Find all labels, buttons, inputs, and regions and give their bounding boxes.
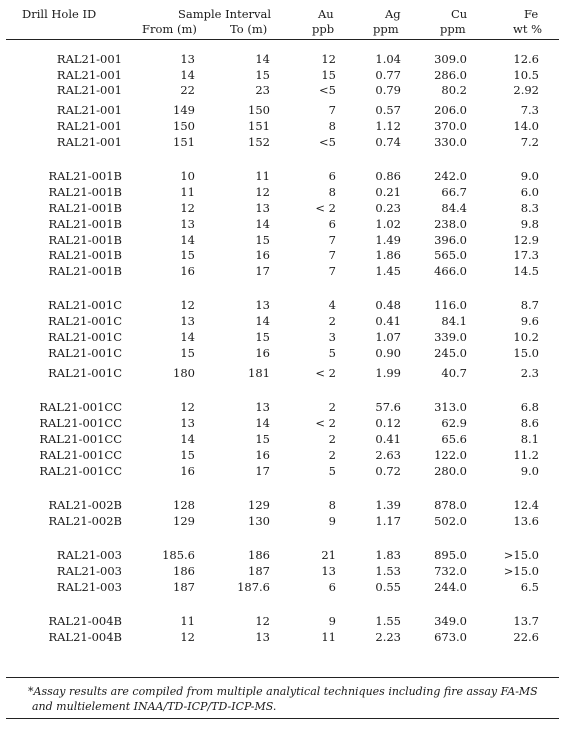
from-cell: 15 bbox=[180, 346, 195, 360]
cu-cell: 206.0 bbox=[434, 103, 467, 117]
to-cell: 187.6 bbox=[237, 580, 270, 594]
cu-cell: 245.0 bbox=[434, 346, 467, 360]
ag-cell: 1.07 bbox=[375, 330, 401, 344]
cu-cell: 339.0 bbox=[434, 330, 467, 344]
au-cell: < 2 bbox=[315, 416, 336, 430]
fe-cell: 7.2 bbox=[520, 135, 539, 149]
to-cell: 16 bbox=[255, 346, 270, 360]
drill-hole-id-cell: RAL21-001CC bbox=[39, 464, 122, 478]
ag-cell: 0.21 bbox=[375, 185, 401, 199]
fe-cell: 22.6 bbox=[513, 630, 539, 644]
from-cell: 12 bbox=[180, 630, 195, 644]
fe-cell: 8.6 bbox=[520, 416, 539, 430]
to-cell: 150 bbox=[248, 103, 270, 117]
ag-cell: 0.41 bbox=[375, 314, 401, 328]
to-cell: 16 bbox=[255, 448, 270, 462]
fe-cell: 12.9 bbox=[513, 233, 539, 247]
drill-hole-id-cell: RAL21-001CC bbox=[39, 448, 122, 462]
table-row bbox=[0, 513, 566, 529]
cu-cell: 80.2 bbox=[441, 83, 467, 97]
from-cell: 16 bbox=[180, 464, 195, 478]
au-cell: < 2 bbox=[315, 366, 336, 380]
fe-cell: 11.2 bbox=[513, 448, 539, 462]
drill-hole-id-cell: RAL21-001C bbox=[48, 314, 122, 328]
cu-cell: 116.0 bbox=[434, 298, 467, 312]
from-cell: 128 bbox=[173, 498, 195, 512]
drill-hole-id-cell: RAL21-001C bbox=[48, 366, 122, 380]
ag-cell: 0.90 bbox=[375, 346, 401, 360]
cu-cell: 349.0 bbox=[434, 614, 467, 628]
header-au-unit: ppb bbox=[312, 22, 335, 36]
to-cell: 14 bbox=[255, 217, 270, 231]
table-row bbox=[0, 232, 566, 248]
au-cell: 2 bbox=[328, 432, 336, 446]
from-cell: 180 bbox=[173, 366, 195, 380]
table-row bbox=[0, 629, 566, 645]
to-cell: 181 bbox=[248, 366, 270, 380]
from-cell: 14 bbox=[180, 432, 195, 446]
fe-cell: 9.0 bbox=[520, 169, 539, 183]
table-row bbox=[0, 563, 566, 579]
ag-cell: 0.79 bbox=[375, 83, 401, 97]
cu-cell: 370.0 bbox=[434, 119, 467, 133]
fe-cell: 8.3 bbox=[520, 201, 539, 215]
from-cell: 15 bbox=[180, 448, 195, 462]
fe-cell: 17.3 bbox=[513, 248, 539, 262]
au-cell: <5 bbox=[319, 135, 336, 149]
drill-hole-id-cell: RAL21-001B bbox=[48, 233, 122, 247]
header-fe-unit: wt % bbox=[513, 22, 543, 36]
fe-cell: 13.6 bbox=[513, 514, 539, 528]
fe-cell: 9.6 bbox=[520, 314, 539, 328]
fe-cell: 7.3 bbox=[520, 103, 539, 117]
to-cell: 15 bbox=[255, 68, 270, 82]
au-cell: 7 bbox=[328, 264, 336, 278]
drill-hole-id-cell: RAL21-001C bbox=[48, 346, 122, 360]
fe-cell: 15.0 bbox=[513, 346, 539, 360]
fe-cell: 6.8 bbox=[520, 400, 539, 414]
ag-cell: 2.23 bbox=[375, 630, 401, 644]
au-cell: 15 bbox=[321, 68, 336, 82]
ag-cell: 2.63 bbox=[375, 448, 401, 462]
au-cell: 5 bbox=[328, 464, 336, 478]
au-cell: 6 bbox=[328, 580, 336, 594]
drill-hole-id-cell: RAL21-001 bbox=[56, 103, 122, 117]
au-cell: 8 bbox=[328, 185, 336, 199]
table-row bbox=[0, 579, 566, 595]
cu-cell: 286.0 bbox=[434, 68, 467, 82]
ag-cell: 1.83 bbox=[375, 548, 401, 562]
table-row bbox=[0, 313, 566, 329]
cu-cell: 502.0 bbox=[434, 514, 467, 528]
to-cell: 14 bbox=[255, 52, 270, 66]
cu-cell: 396.0 bbox=[434, 233, 467, 247]
au-cell: 3 bbox=[328, 330, 336, 344]
fe-cell: 13.7 bbox=[513, 614, 539, 628]
table-row bbox=[0, 547, 566, 563]
footnote bbox=[28, 684, 548, 714]
au-cell: 6 bbox=[328, 217, 336, 231]
au-cell: 7 bbox=[328, 248, 336, 262]
header-to: To (m) bbox=[230, 22, 268, 36]
cu-cell: 330.0 bbox=[434, 135, 467, 149]
to-cell: 152 bbox=[248, 135, 270, 149]
to-cell: 17 bbox=[255, 464, 270, 478]
au-cell: 2 bbox=[328, 314, 336, 328]
au-cell: 4 bbox=[328, 298, 336, 312]
au-cell: 11 bbox=[321, 630, 336, 644]
fe-cell: 2.92 bbox=[513, 83, 539, 97]
from-cell: 22 bbox=[180, 83, 195, 97]
fe-cell: 12.6 bbox=[513, 52, 539, 66]
cu-cell: 313.0 bbox=[434, 400, 467, 414]
cu-cell: 309.0 bbox=[434, 52, 467, 66]
cu-cell: 673.0 bbox=[434, 630, 467, 644]
from-cell: 14 bbox=[180, 68, 195, 82]
drill-hole-id-cell: RAL21-001C bbox=[48, 330, 122, 344]
fe-cell: 8.1 bbox=[520, 432, 539, 446]
au-cell: 7 bbox=[328, 103, 336, 117]
cu-cell: 238.0 bbox=[434, 217, 467, 231]
fe-cell: 9.0 bbox=[520, 464, 539, 478]
fe-cell: 10.5 bbox=[513, 68, 539, 82]
header-cu-unit: ppm bbox=[440, 22, 466, 36]
header-from: From (m) bbox=[142, 22, 197, 36]
to-cell: 13 bbox=[255, 201, 270, 215]
ag-cell: 1.99 bbox=[375, 366, 401, 380]
fe-cell: 14.0 bbox=[513, 119, 539, 133]
from-cell: 11 bbox=[180, 614, 195, 628]
au-cell: 8 bbox=[328, 498, 336, 512]
from-cell: 14 bbox=[180, 330, 195, 344]
drill-hole-id-cell: RAL21-001B bbox=[48, 217, 122, 231]
au-cell: 12 bbox=[321, 52, 336, 66]
cu-cell: 40.7 bbox=[441, 366, 467, 380]
to-cell: 11 bbox=[255, 169, 270, 183]
from-cell: 15 bbox=[180, 248, 195, 262]
ag-cell: 0.12 bbox=[375, 416, 401, 430]
cu-cell: 84.1 bbox=[441, 314, 467, 328]
drill-hole-id-cell: RAL21-001B bbox=[48, 201, 122, 215]
drill-hole-id-cell: RAL21-001B bbox=[48, 248, 122, 262]
ag-cell: 57.6 bbox=[375, 400, 401, 414]
fe-cell: >15.0 bbox=[503, 564, 539, 578]
cu-cell: 244.0 bbox=[434, 580, 467, 594]
drill-hole-id-cell: RAL21-001C bbox=[48, 298, 122, 312]
from-cell: 149 bbox=[173, 103, 195, 117]
cu-cell: 895.0 bbox=[434, 548, 467, 562]
footnote-line-2: and multielement INAA/TD-ICP/TD-ICP-MS. bbox=[32, 700, 277, 713]
ag-cell: 0.74 bbox=[375, 135, 401, 149]
au-cell: 13 bbox=[321, 564, 336, 578]
au-cell: 2 bbox=[328, 400, 336, 414]
cu-cell: 242.0 bbox=[434, 169, 467, 183]
from-cell: 150 bbox=[173, 119, 195, 133]
to-cell: 16 bbox=[255, 248, 270, 262]
ag-cell: 1.53 bbox=[375, 564, 401, 578]
drill-hole-id-cell: RAL21-003 bbox=[56, 564, 122, 578]
drill-hole-id-cell: RAL21-004B bbox=[48, 614, 122, 628]
from-cell: 13 bbox=[180, 217, 195, 231]
to-cell: 187 bbox=[248, 564, 270, 578]
to-cell: 13 bbox=[255, 298, 270, 312]
table-row bbox=[0, 82, 566, 98]
from-cell: 129 bbox=[173, 514, 195, 528]
fe-cell: 10.2 bbox=[513, 330, 539, 344]
drill-hole-id-cell: RAL21-001 bbox=[56, 52, 122, 66]
drill-hole-id-cell: RAL21-002B bbox=[48, 514, 122, 528]
au-cell: 8 bbox=[328, 119, 336, 133]
drill-hole-id-cell: RAL21-001 bbox=[56, 68, 122, 82]
to-cell: 129 bbox=[248, 498, 270, 512]
ag-cell: 0.77 bbox=[375, 68, 401, 82]
drill-hole-id-cell: RAL21-003 bbox=[56, 548, 122, 562]
ag-cell: 1.17 bbox=[375, 514, 401, 528]
fe-cell: 8.7 bbox=[520, 298, 539, 312]
cu-cell: 878.0 bbox=[434, 498, 467, 512]
table-bottom-rule bbox=[6, 677, 559, 678]
table-row bbox=[0, 263, 566, 279]
cu-cell: 565.0 bbox=[434, 248, 467, 262]
header-drill-hole-id: Drill Hole ID bbox=[22, 7, 97, 21]
from-cell: 185.6 bbox=[162, 548, 195, 562]
ag-cell: 0.48 bbox=[375, 298, 401, 312]
from-cell: 10 bbox=[180, 169, 195, 183]
ag-cell: 0.72 bbox=[375, 464, 401, 478]
footnote-line-1: *Assay results are compiled from multiple analytical techniques including fire assay FA-MS bbox=[28, 685, 538, 698]
to-cell: 12 bbox=[255, 614, 270, 628]
to-cell: 13 bbox=[255, 400, 270, 414]
fe-cell: >15.0 bbox=[503, 548, 539, 562]
header-ag-unit: ppm bbox=[373, 22, 399, 36]
ag-cell: 1.04 bbox=[375, 52, 401, 66]
from-cell: 11 bbox=[180, 185, 195, 199]
drill-hole-id-cell: RAL21-001B bbox=[48, 264, 122, 278]
to-cell: 15 bbox=[255, 233, 270, 247]
au-cell: 6 bbox=[328, 169, 336, 183]
cu-cell: 84.4 bbox=[441, 201, 467, 215]
to-cell: 12 bbox=[255, 185, 270, 199]
fe-cell: 9.8 bbox=[520, 217, 539, 231]
table-row bbox=[0, 168, 566, 184]
table-row bbox=[0, 365, 566, 381]
table-row bbox=[0, 216, 566, 232]
table-row bbox=[0, 497, 566, 513]
cu-cell: 122.0 bbox=[434, 448, 467, 462]
from-cell: 13 bbox=[180, 52, 195, 66]
cu-cell: 732.0 bbox=[434, 564, 467, 578]
ag-cell: 1.49 bbox=[375, 233, 401, 247]
to-cell: 17 bbox=[255, 264, 270, 278]
ag-cell: 0.86 bbox=[375, 169, 401, 183]
table-row bbox=[0, 51, 566, 67]
cu-cell: 466.0 bbox=[434, 264, 467, 278]
header-cu: Cu bbox=[451, 7, 468, 21]
header-ag: Ag bbox=[385, 7, 401, 21]
from-cell: 13 bbox=[180, 416, 195, 430]
au-cell: 7 bbox=[328, 233, 336, 247]
from-cell: 151 bbox=[173, 135, 195, 149]
cu-cell: 66.7 bbox=[441, 185, 467, 199]
from-cell: 14 bbox=[180, 233, 195, 247]
ag-cell: 0.57 bbox=[375, 103, 401, 117]
header-au: Au bbox=[318, 7, 334, 21]
table-row bbox=[0, 345, 566, 361]
to-cell: 15 bbox=[255, 432, 270, 446]
au-cell: <5 bbox=[319, 83, 336, 97]
ag-cell: 0.41 bbox=[375, 432, 401, 446]
ag-cell: 1.86 bbox=[375, 248, 401, 262]
table-row bbox=[0, 463, 566, 479]
drill-hole-id-cell: RAL21-001 bbox=[56, 135, 122, 149]
from-cell: 13 bbox=[180, 314, 195, 328]
table-row bbox=[0, 399, 566, 415]
table-row bbox=[0, 297, 566, 313]
to-cell: 130 bbox=[248, 514, 270, 528]
to-cell: 13 bbox=[255, 630, 270, 644]
au-cell: 9 bbox=[328, 514, 336, 528]
drill-hole-id-cell: RAL21-001CC bbox=[39, 416, 122, 430]
fe-cell: 6.0 bbox=[520, 185, 539, 199]
to-cell: 23 bbox=[255, 83, 270, 97]
au-cell: < 2 bbox=[315, 201, 336, 215]
to-cell: 14 bbox=[255, 314, 270, 328]
header-rule bbox=[6, 39, 559, 40]
table-row bbox=[0, 118, 566, 134]
from-cell: 186 bbox=[173, 564, 195, 578]
fe-cell: 12.4 bbox=[513, 498, 539, 512]
drill-hole-id-cell: RAL21-001B bbox=[48, 185, 122, 199]
from-cell: 12 bbox=[180, 298, 195, 312]
cu-cell: 280.0 bbox=[434, 464, 467, 478]
table-row bbox=[0, 102, 566, 118]
au-cell: 9 bbox=[328, 614, 336, 628]
table-row bbox=[0, 431, 566, 447]
to-cell: 186 bbox=[248, 548, 270, 562]
drill-hole-id-cell: RAL21-001 bbox=[56, 119, 122, 133]
ag-cell: 0.55 bbox=[375, 580, 401, 594]
from-cell: 187 bbox=[173, 580, 195, 594]
cu-cell: 65.6 bbox=[441, 432, 467, 446]
au-cell: 2 bbox=[328, 448, 336, 462]
header-sample-interval: Sample Interval bbox=[178, 7, 272, 21]
drill-hole-id-cell: RAL21-001B bbox=[48, 169, 122, 183]
table-row bbox=[0, 200, 566, 216]
au-cell: 5 bbox=[328, 346, 336, 360]
header-fe: Fe bbox=[524, 7, 539, 21]
footnote-bottom-rule bbox=[6, 718, 559, 719]
fe-cell: 14.5 bbox=[513, 264, 539, 278]
ag-cell: 1.55 bbox=[375, 614, 401, 628]
fe-cell: 6.5 bbox=[520, 580, 539, 594]
ag-cell: 1.12 bbox=[375, 119, 401, 133]
drill-hole-id-cell: RAL21-001CC bbox=[39, 400, 122, 414]
ag-cell: 0.23 bbox=[375, 201, 401, 215]
from-cell: 16 bbox=[180, 264, 195, 278]
fe-cell: 2.3 bbox=[520, 366, 539, 380]
table-row bbox=[0, 184, 566, 200]
ag-cell: 1.45 bbox=[375, 264, 401, 278]
drill-hole-id-cell: RAL21-004B bbox=[48, 630, 122, 644]
drill-hole-id-cell: RAL21-001 bbox=[56, 83, 122, 97]
au-cell: 21 bbox=[321, 548, 336, 562]
table-row bbox=[0, 134, 566, 150]
drill-hole-id-cell: RAL21-002B bbox=[48, 498, 122, 512]
drill-hole-id-cell: RAL21-003 bbox=[56, 580, 122, 594]
to-cell: 14 bbox=[255, 416, 270, 430]
table-row bbox=[0, 415, 566, 431]
table-row bbox=[0, 329, 566, 345]
ag-cell: 1.39 bbox=[375, 498, 401, 512]
table-row bbox=[0, 67, 566, 83]
table-row bbox=[0, 247, 566, 263]
from-cell: 12 bbox=[180, 400, 195, 414]
table-row bbox=[0, 613, 566, 629]
drill-hole-id-cell: RAL21-001CC bbox=[39, 432, 122, 446]
table-row bbox=[0, 447, 566, 463]
ag-cell: 1.02 bbox=[375, 217, 401, 231]
to-cell: 151 bbox=[248, 119, 270, 133]
to-cell: 15 bbox=[255, 330, 270, 344]
cu-cell: 62.9 bbox=[441, 416, 467, 430]
from-cell: 12 bbox=[180, 201, 195, 215]
